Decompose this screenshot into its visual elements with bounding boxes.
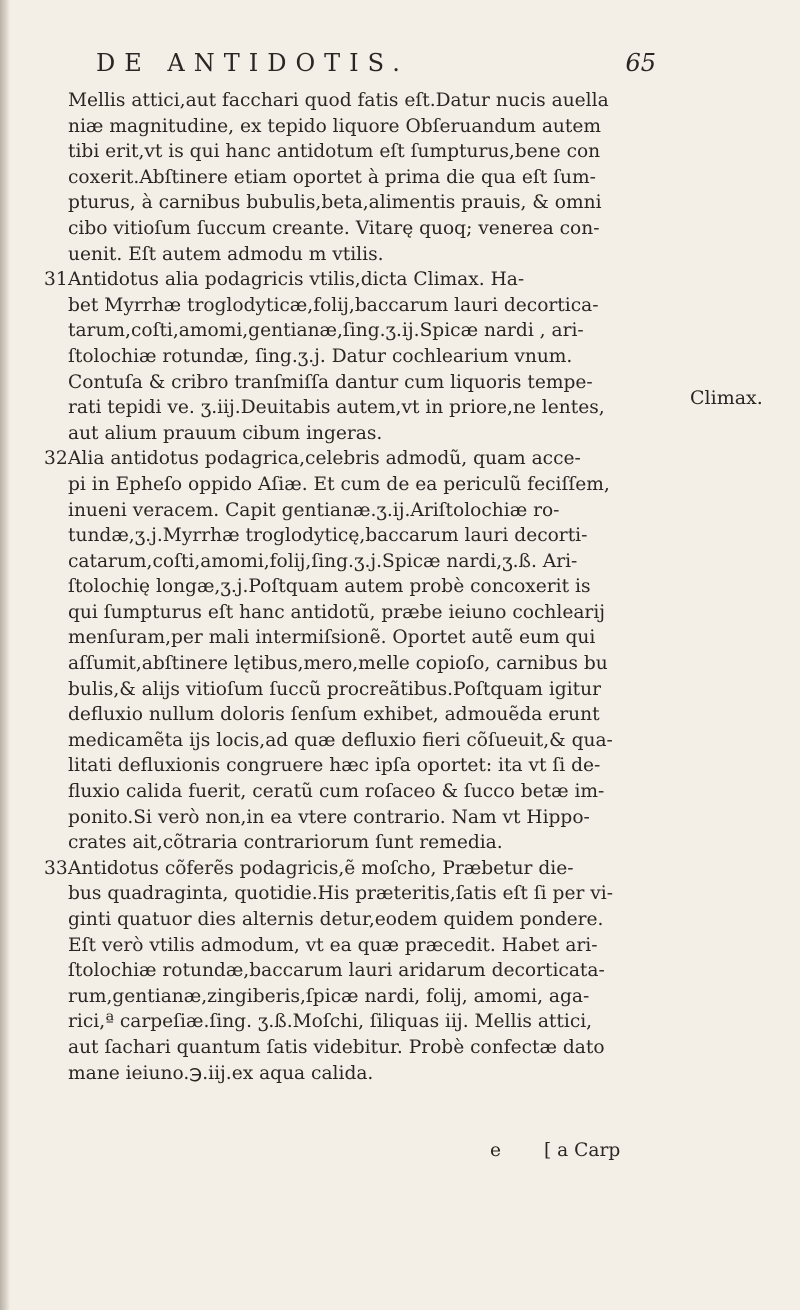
running-header [96, 46, 656, 80]
page-footer [490, 1140, 680, 1166]
line-text: tundæ,ʒ.j.Myrrhæ troglodyticę,baccarum lauri decorti- [68, 525, 588, 547]
text-line [68, 907, 668, 933]
text-line [68, 395, 668, 421]
line-text: inueni veracem. Capit gentianæ.ʒ.ij.Ariſtolochiæ ro- [68, 499, 560, 521]
page-number: 65 [625, 49, 656, 77]
line-text: ſtolochię longæ,ʒ.j.Poſtquam autem probè concoxerit is [68, 576, 591, 598]
text-line [68, 677, 668, 703]
line-text: ponito.Si verò non,in ea vtere contrario. Nam vt Hippo- [68, 806, 590, 828]
line-text: rati tepidi ve. ʒ.iij.Deuitabis autem,vt in priore,ne lentes, [68, 397, 605, 419]
text-line [44, 446, 668, 472]
line-text: bus quadraginta, quotidie.His prӕteritis,ſatis eſt ſi per vi- [68, 883, 613, 905]
body-text [44, 88, 668, 1086]
text-line [68, 779, 668, 805]
line-text: pturus, à carnibus bubulis,beta,alimentis prauis, & omni [68, 192, 602, 214]
text-line [68, 753, 668, 779]
text-line [68, 933, 668, 959]
line-text: ſtolochiæ rotundæ,baccarum lauri aridarum decorticata- [68, 960, 605, 982]
text-line [68, 702, 668, 728]
line-text: catarum,coſti,amomi,folij,ſing.ʒ.j.Spicæ nardi,ʒ.ß. Ari- [68, 550, 578, 572]
line-text: bet Myrrhæ troglodyticæ,folij,baccarum lauri decortica- [68, 294, 599, 316]
line-text: tarum,coſti,amomi,gentianæ,ſing.ʒ.ij.Spicæ nardi , ari- [68, 320, 584, 342]
line-text: coxerit.Abſtinere etiam oportet à prima die qua eſt ſum- [68, 166, 596, 188]
line-text: Mellis attici,aut facchari quod fatis eſt.Datur nucis auella [68, 90, 609, 111]
line-text: menſuram,per mali intermiſsionẽ. Oportet autẽ eum qui [68, 627, 596, 649]
text-line [68, 190, 668, 216]
text-line [44, 856, 668, 882]
paragraph-number: 32 [44, 448, 68, 470]
text-line [68, 600, 668, 626]
line-text: crates ait,cõtraria contrariorum ſunt remedia. [68, 832, 503, 854]
text-line [68, 344, 668, 370]
line-text: litati defluxionis congruere hæc ipſa oportet: ita vt ſi de- [68, 755, 601, 777]
text-line [68, 421, 668, 447]
signature-mark: e [490, 1140, 502, 1161]
text-line [68, 88, 668, 114]
text-line [68, 498, 668, 524]
line-text: uenit. Eſt autem admodu m vtilis. [68, 243, 384, 265]
line-text: Antidotus cõferẽs podagricis,ẽ moſcho, Præbetur die- [68, 857, 574, 879]
line-text: defluxio nullum doloris ſenſum exhibet, admouẽda erunt [68, 704, 600, 726]
line-text: aut ſachari quantum ſatis videbitur. Probè confectæ dato [68, 1036, 605, 1058]
text-line [68, 830, 668, 856]
line-text: Contuſa & cribro tranſmiſſa dantur cum liquoris tempe- [68, 371, 593, 393]
text-line [68, 958, 668, 984]
text-line [68, 472, 668, 498]
catchword: [ a Carp [544, 1140, 621, 1161]
line-text: Antidotus alia podagricis vtilis,dicta Climax. Ha- [68, 269, 525, 291]
running-title: DE ANTIDOTIS. [96, 49, 409, 77]
text-line [68, 165, 668, 191]
line-text: ginti quatuor dies alternis detur,eodem quidem pondere. [68, 909, 604, 930]
text-line [68, 984, 668, 1010]
paragraph-number: 33 [44, 857, 68, 879]
line-text: Eſt verò vtilis admodum, vt ea quæ præcedit. Habet ari- [68, 934, 598, 956]
text-line [68, 523, 668, 549]
line-text: ſtolochiæ rotundæ, ſing.ʒ.j. Datur cochlearium vnum. [68, 345, 573, 367]
text-line [68, 805, 668, 831]
text-line [68, 728, 668, 754]
line-text: niæ magnitudine, ex tepido liquore Obſeruandum autem [68, 115, 601, 137]
text-line [68, 1061, 668, 1087]
text-line [68, 625, 668, 651]
text-line [68, 549, 668, 575]
line-text: qui ſumpturus eſt hanc antidotũ, præbe ieiuno cochlearij [68, 601, 606, 623]
margin-note: Climax. [690, 387, 763, 409]
line-text: tibi erit,vt is qui hanc antidotum eſt ſumpturus,bene con [68, 141, 601, 163]
line-text: aut alium prauum cibum ingeras. [68, 422, 383, 444]
text-line [68, 574, 668, 600]
text-line [68, 651, 668, 677]
line-text: aſſumit,abſtinere lętibus,mero,melle copioſo, carnibus bu [68, 653, 608, 675]
text-line [68, 881, 668, 907]
text-line [44, 267, 668, 293]
text-line [68, 216, 668, 242]
text-line [68, 1035, 668, 1061]
text-line [68, 370, 668, 396]
text-line [68, 318, 668, 344]
text-line [68, 293, 668, 319]
line-text: bulis,& alijs vitioſum ſuccũ procreãtibus.Poſtquam igitur [68, 678, 601, 700]
line-text: pi in Epheſo oppido Aſiæ. Et cum de ea periculũ feciſſem, [68, 473, 610, 495]
text-line [68, 139, 668, 165]
text-line [68, 114, 668, 140]
line-text: fluxio calida fuerit, ceratũ cum roſaceo & ſucco betæ im- [68, 781, 605, 803]
line-text: mane ieiuno.℈.iij.ex aqua calida. [68, 1062, 374, 1084]
line-text: rum,gentianæ,zingiberis,ſpicæ nardi, folij, amomi, aga- [68, 985, 590, 1007]
text-line [68, 242, 668, 268]
text-line [68, 1009, 668, 1035]
line-text: rici,ª carpeſiæ.ſing. ʒ.ß.Moſchi, ſiliquas iij. Mellis attici, [68, 1011, 593, 1033]
line-text: medicamẽta ijs locis,ad quæ defluxio fieri cõſueuit,& qua- [68, 729, 613, 751]
line-text: Alia antidotus podagrica,celebris admodũ, quam acce- [68, 448, 581, 470]
line-text: cibo vitioſum ſuccum creante. Vitarę quoq; venerea con- [68, 217, 600, 239]
paragraph-number: 31 [44, 269, 68, 291]
